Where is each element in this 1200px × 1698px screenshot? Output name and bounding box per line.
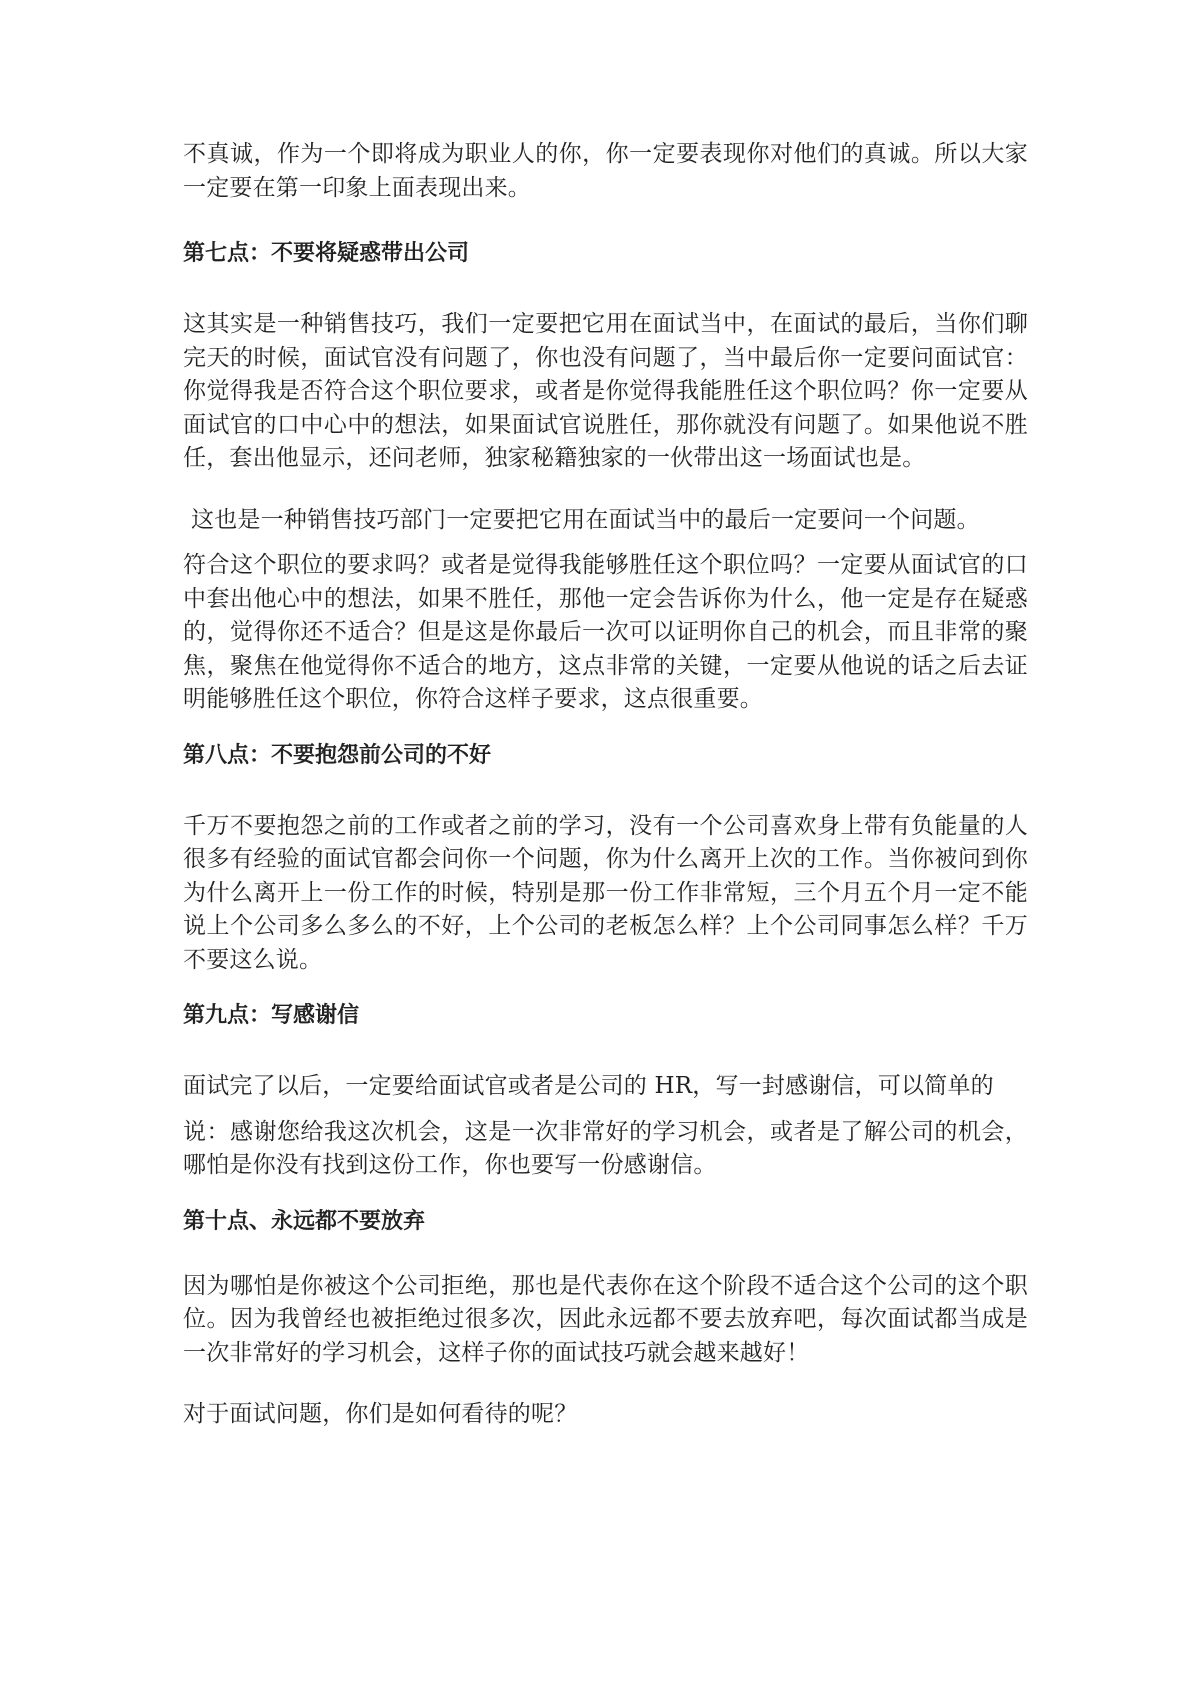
section-7-paragraph-3: 符合这个职位的要求吗？或者是觉得我能够胜任这个职位吗？一定要从面试官的口中套出他心中的想法，如果不胜任，那他一定会告诉你为什么，他一定是存在疑惑的，觉得你还不适合？但是这是你最后一次可以证明你自己的机会，而且非常的聚焦，聚焦在他觉得你不适合的地方，这点非常的关键，一定要从他说的话之后去证明能够胜任这个职位，你符合这样子要求，这点很重要。 (183, 552, 1028, 712)
section-9-heading: 第九点：写感谢信 (183, 1003, 360, 1028)
document-body (183, 138, 1028, 1432)
intro-paragraph: 不真诚，作为一个即将成为职业人的你，你一定要表现你对他们的真诚。所以大家一定要在第一印象上面表现出来。 (183, 141, 1028, 201)
section-7-heading: 第七点：不要将疑惑带出公司 (183, 241, 470, 266)
section-9-paragraph-1: 面试完了以后，一定要给面试官或者是公司的 HR，写一封感谢信，可以简单的 (183, 1073, 994, 1099)
section-9-paragraph-2: 说：感谢您给我这次机会，这是一次非常好的学习机会，或者是了解公司的机会，哪怕是你没有找到这份工作，你也要写一份感谢信。 (183, 1118, 1028, 1178)
closing-question: 对于面试问题，你们是如何看待的呢？ (183, 1401, 578, 1427)
section-8-heading: 第八点：不要抱怨前公司的不好 (183, 742, 492, 768)
section-10-heading: 第十点、永远都不要放弃 (183, 1208, 426, 1234)
section-10-paragraph: 因为哪怕是你被这个公司拒绝，那也是代表你在这个阶段不适合这个公司的这个职位。因为我曾经也被拒绝过很多次，因此永远都不要去放弃吧，每次面试都当成是一次非常好的学习机会，这样子你的面试技巧就会越来越好！ (183, 1272, 1028, 1366)
section-8-paragraph: 千万不要抱怨之前的工作或者之前的学习，没有一个公司喜欢身上带有负能量的人很多有经验的面试官都会问你一个问题，你为什么离开上次的工作。当你被问到你为什么离开上一份工作的时候，特别是那一份工作非常短，三个月五个月一定不能说上个公司多么多么的不好，上个公司的老板怎么样？上个公司同事怎么样？千万不要这么说。 (183, 812, 1028, 973)
section-7-paragraph-1: 这其实是一种销售技巧，我们一定要把它用在面试当中，在面试的最后，当你们聊完天的时候，面试官没有问题了，你也没有问题了，当中最后你一定要问面试官：你觉得我是否符合这个职位要求，或者是你觉得我能胜任这个职位吗？你一定要从面试官的口中心中的想法，如果面试官说胜任，那你就没有问题了。如果他说不胜任，套出他显示，还问老师，独家秘籍独家的一伙带出这一场面试也是。 (183, 311, 1028, 471)
section-7-paragraph-2: 这也是一种销售技巧部门一定要把它用在面试当中的最后一定要问一个问题。 (191, 506, 980, 533)
